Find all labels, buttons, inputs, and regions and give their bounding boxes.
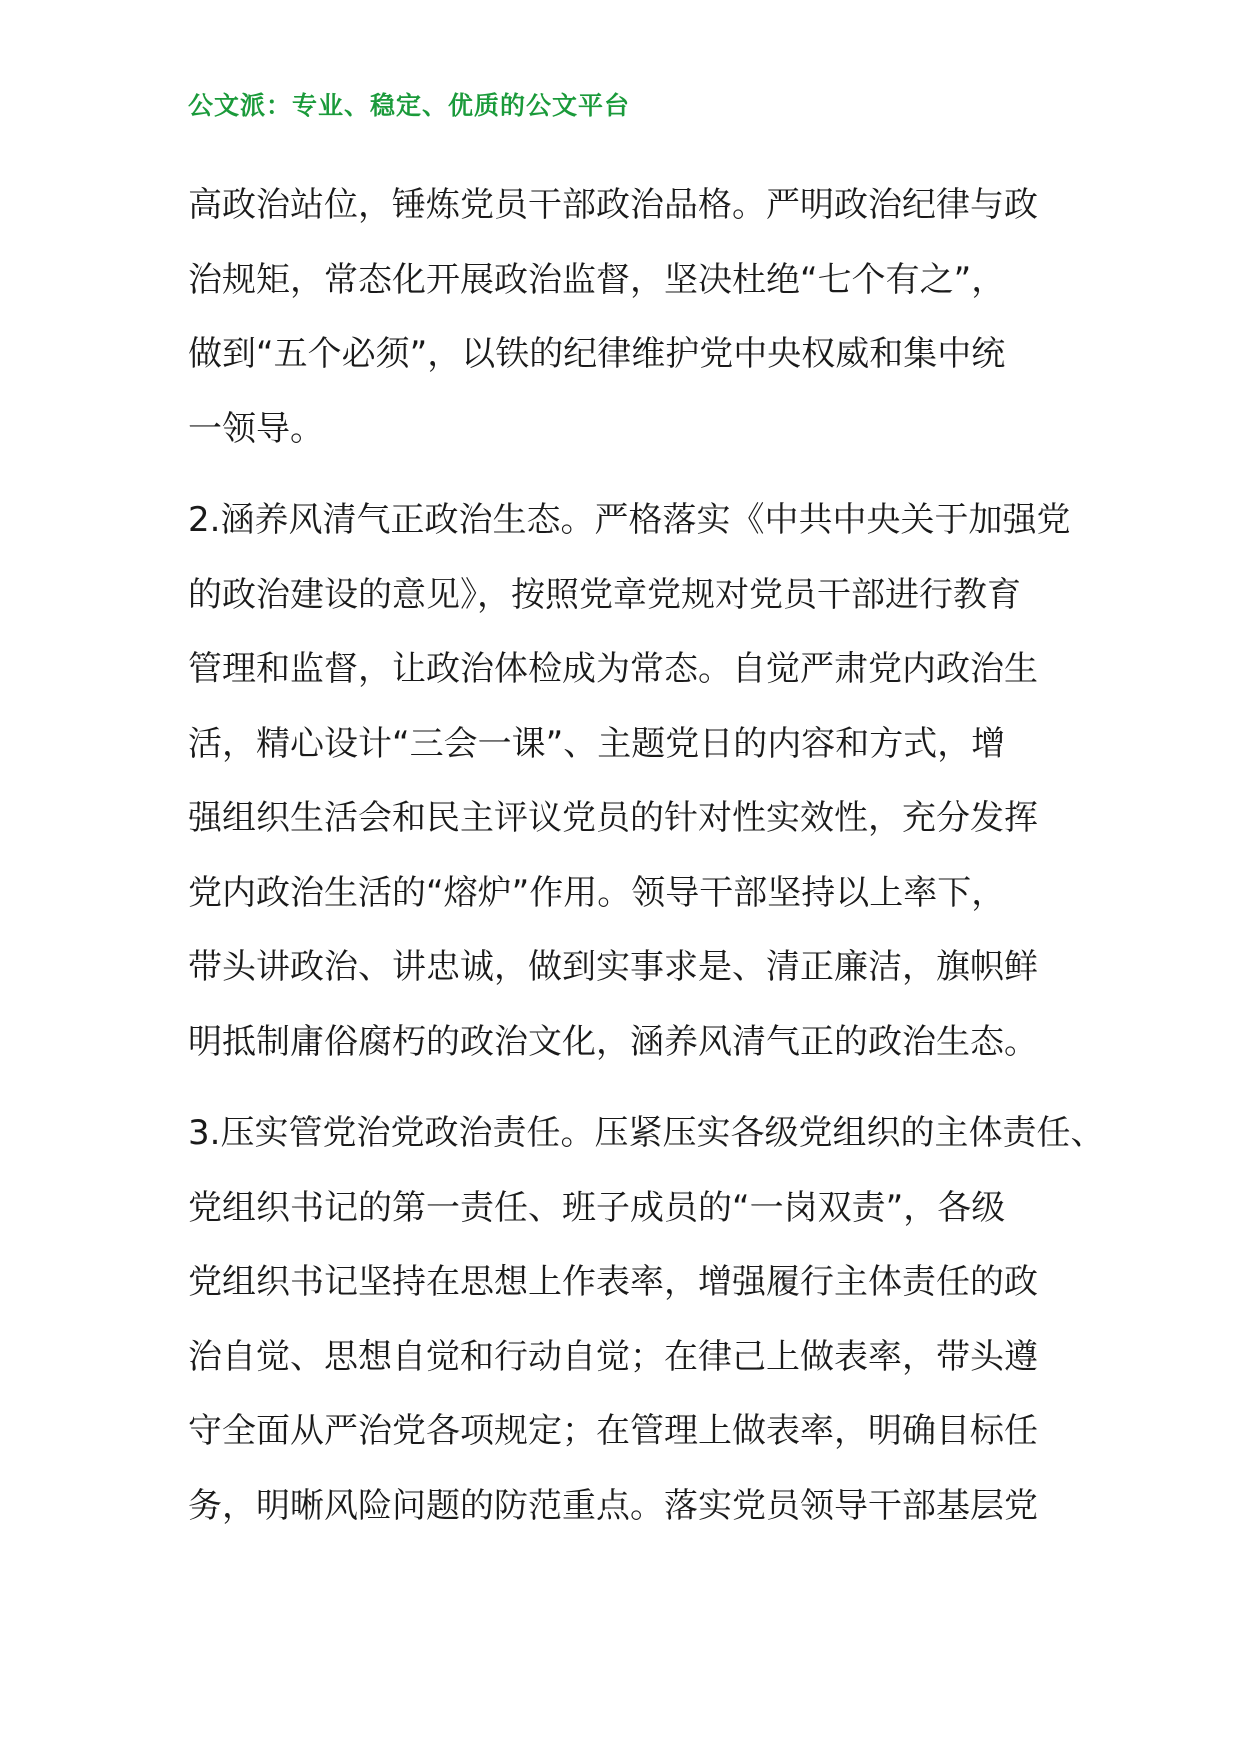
text-line: 一领导。 — [188, 408, 324, 449]
paragraph — [188, 168, 1068, 466]
text-line: 务，明晰风险问题的防范重点。落实党员领导干部基层党 — [188, 1485, 1038, 1526]
text-line: 强组织生活会和民主评议党员的针对性实效性，充分发挥 — [188, 798, 1038, 838]
paragraph-gap — [188, 466, 1068, 483]
text-line: 管理和监督，让政治体检成为常态。自觉严肃党内政治生 — [188, 649, 1038, 689]
text-line: 守全面从严治党各项规定；在管理上做表率，明确目标任 — [188, 1411, 1038, 1451]
text-line: 党内政治生活的“熔炉”作用。领导干部坚持以上率下， — [188, 872, 1006, 913]
text-line: 党组织书记的第一责任、班子成员的“一岗双责”，各级 — [188, 1187, 1006, 1228]
header-slogan: 公文派：专业、稳定、优质的公文平台 — [188, 91, 631, 120]
document-body — [188, 168, 1105, 1543]
text-line: 治规矩，常态化开展政治监督，坚决杜绝“七个有之”， — [188, 259, 1006, 300]
paragraph — [188, 483, 1071, 1079]
text-line: 明抵制庸俗腐朽的政治文化，涵养风清气正的政治生态。 — [188, 1021, 1038, 1062]
text-line: 做到“五个必须”，以铁的纪律维护党中央权威和集中统 — [188, 334, 1006, 374]
text-line: 高政治站位，锤炼党员干部政治品格。严明政治纪律与政 — [188, 185, 1038, 225]
text-line: 带头讲政治、讲忠诚，做到实事求是、清正廉洁，旗帜鲜 — [188, 947, 1038, 987]
text-line: 3.压实管党治党政治责任。压紧压实各级党组织的主体责任、 — [188, 1113, 1105, 1153]
paragraph — [188, 1096, 1105, 1543]
text-line: 党组织书记坚持在思想上作表率，增强履行主体责任的政 — [188, 1262, 1038, 1302]
text-line: 活，精心设计“三会一课”、主题党日的内容和方式，增 — [188, 723, 1006, 764]
text-line: 的政治建设的意见》，按照党章党规对党员干部进行教育 — [188, 574, 1021, 615]
text-line: 2.涵养风清气正政治生态。严格落实《中共中央关于加强党 — [188, 500, 1071, 540]
paragraph-gap — [188, 1079, 1068, 1096]
text-line: 治自觉、思想自觉和行动自觉；在律己上做表率，带头遵 — [188, 1336, 1038, 1377]
